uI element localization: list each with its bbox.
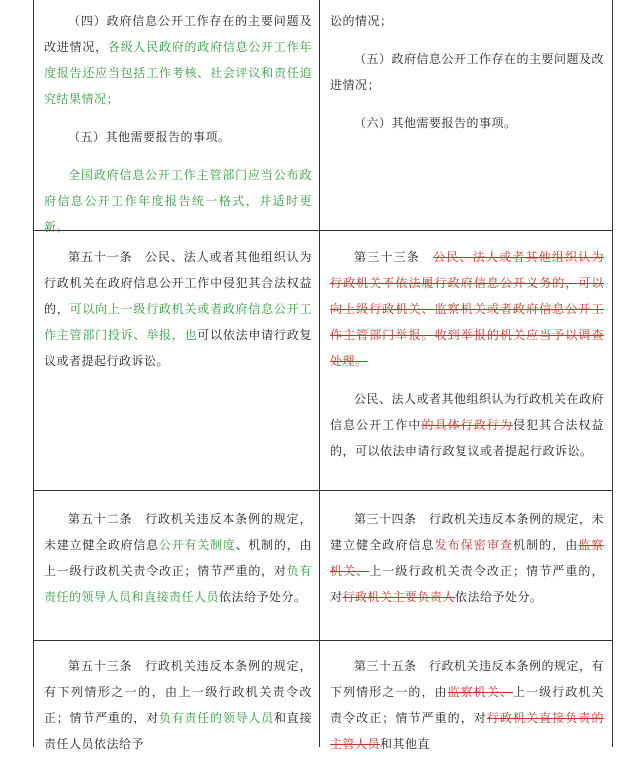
row1-right-cell [330,8,604,136]
text-segment: 上一级行政机关责令改正；情节严重的，对 [330,685,604,725]
row-divider [33,640,613,641]
text-segment: 和其他直 [380,737,431,751]
deleted-text: 监察机关、 [330,538,604,578]
added-text: 负有责任的领导人员和直接责任人员 [44,564,312,604]
row3-left-cell [44,506,312,610]
text-segment: 第三十三条 [354,250,434,264]
text-segment: 依法给予处分。 [455,590,543,604]
deleted-text: 公民、法人或者其他组织认为行政机关不依法履行政府信息公开义务的，可以向上级行政机关、监察机关或者政府信息公开工作主管部门举报。收到举报的机关应当予以调查处理。 [330,250,604,368]
added-text: 各级人民政府的政府信息公开工作年度报告还应当包括工作考核、社会评议和责任追究结果情况； [44,40,312,106]
text-segment: （四）政府信息公开工作存在的主要问题及改进情况， [44,14,312,54]
deleted-text: 的具体行政行为 [421,418,514,432]
paragraph [44,162,312,240]
row2-right-cell [330,244,604,464]
paragraph [44,506,312,610]
deleted-text: 监察机关、 [447,685,514,699]
text-segment: 第三十五条 行政机关违反本条例的规定，有下列情形之一的，由 [330,659,605,699]
text-segment: 和直接责任人员依法给予 [44,711,312,751]
text-segment: 第五十二条 行政机关违反本条例的规定，未建立健全政府信息 [44,512,312,552]
text-segment: （六）其他需要报告的事项。 [354,116,517,130]
text-segment: 上一级行政机关责令改正；情节严重的，对 [330,564,604,604]
paragraph [44,244,312,374]
paragraph [330,386,604,464]
deleted-text: 行政机关主要负责人 [342,590,456,604]
paragraph [330,110,604,136]
text-segment: 第五十一条 公民、法人或者其他组织认为行政机关在政府信息公开工作中侵犯其合法权益的， [44,250,312,316]
row-divider [33,490,613,491]
text-segment: 第五十三条 行政机关违反本条例的规定，有下列情形之一的，由上一级行政机关责令改正；情节严重的，对 [44,659,312,725]
added-text: 公开有关制度 [158,538,236,552]
deleted-text: 行政机关直接负责的主管人员 [330,711,604,751]
column-divider [319,0,320,747]
text-segment: （五）政府信息公开工作存在的主要问题及改进情况； [330,52,605,92]
paragraph [44,8,312,112]
text-segment: 依法给予处分。 [219,590,307,604]
paragraph [330,244,604,374]
text-segment: 可以依法申请行政复议或者提起行政诉讼。 [44,328,312,368]
row3-right-cell [330,506,604,610]
paragraph [44,124,312,150]
paragraph [44,653,312,757]
text-segment: 第三十四条 行政机关违反本条例的规定，未建立健全政府信息 [330,512,605,552]
text-segment: 讼的情况； [330,14,393,28]
row2-left-cell [44,244,312,374]
paragraph [330,46,604,98]
paragraph [330,653,604,757]
row4-left-cell [44,653,312,757]
added-text: 负有责任的领导人员 [158,711,274,725]
text-segment: 、机制的，由上一级行政机关责令改正；情节严重的，对 [44,538,312,578]
changed-text: 发布保密审查 [434,538,514,552]
text-segment: 机制的，由 [513,538,579,552]
text-segment: 公民、法人或者其他组织认为行政机关在政府信息公开工作中 [330,392,605,432]
row1-left-cell [44,8,312,240]
row4-right-cell [330,653,604,757]
paragraph [330,8,604,34]
paragraph [330,506,604,610]
text-segment: 侵犯其合法权益的，可以依法申请行政复议或者提起行政诉讼。 [330,418,604,458]
text-segment: （五）其他需要报告的事项。 [68,130,231,144]
added-text: 可以向上一级行政机关或者政府信息公开工作主管部门投诉、举报，也 [44,302,312,342]
added-text: 全国政府信息公开工作主管部门应当公布政府信息公开工作年度报告统一格式，并适时更新。 [44,168,312,234]
